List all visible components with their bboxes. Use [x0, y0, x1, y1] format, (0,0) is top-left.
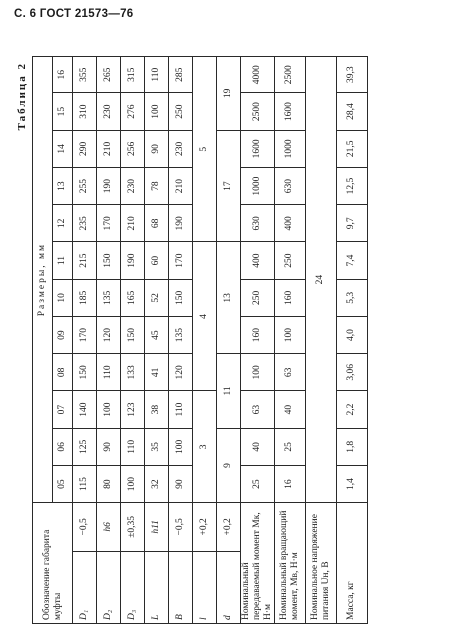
size-label: 12 — [53, 205, 73, 242]
cell: 40 — [241, 428, 275, 465]
size-label: 15 — [53, 93, 73, 130]
param-label: d — [217, 551, 241, 623]
cell: 120 — [97, 316, 121, 353]
cell: 265 — [97, 57, 121, 93]
cell: 255 — [73, 167, 97, 204]
group-cell: 13 — [217, 242, 241, 354]
table-row-b — [169, 57, 193, 624]
cell: 25 — [241, 465, 275, 502]
cell: 39,3 — [336, 57, 367, 93]
group-cell: 9 — [217, 428, 241, 503]
cell: 78 — [145, 167, 169, 204]
cell: 355 — [73, 57, 97, 93]
cell: 63 — [274, 354, 305, 391]
group-cell: 11 — [217, 354, 241, 429]
cell: 123 — [121, 391, 145, 428]
cell: 276 — [121, 93, 145, 130]
param-label: D₁ — [73, 551, 97, 623]
cell: 230 — [121, 167, 145, 204]
cell: 80 — [97, 465, 121, 502]
cell: 630 — [241, 205, 275, 242]
group-cell: 4 — [193, 242, 217, 391]
cell: 230 — [97, 93, 121, 130]
param-label: L — [145, 551, 169, 623]
size-label: 07 — [53, 391, 73, 428]
cell: 35 — [145, 428, 169, 465]
cell: 150 — [73, 354, 97, 391]
table-caption: Таблица 2 — [16, 62, 28, 131]
tolerance-label: h6 — [97, 503, 121, 551]
cell: 310 — [73, 93, 97, 130]
table-row-voltage — [305, 57, 336, 624]
cell: 150 — [97, 242, 121, 279]
cell: 90 — [145, 130, 169, 167]
group-cell: 5 — [193, 57, 217, 242]
cell: 190 — [169, 205, 193, 242]
cell: 38 — [145, 391, 169, 428]
size-label: 14 — [53, 130, 73, 167]
table-row-d3 — [121, 57, 145, 624]
table-row-l-lower — [193, 57, 217, 624]
cell: 230 — [169, 130, 193, 167]
cell: 63 — [241, 391, 275, 428]
cell: 60 — [145, 242, 169, 279]
cell: 110 — [97, 354, 121, 391]
cell: 110 — [145, 57, 169, 93]
cell: 100 — [97, 391, 121, 428]
cell: 110 — [121, 428, 145, 465]
cell: 7,4 — [336, 242, 367, 279]
cell: 1,4 — [336, 465, 367, 502]
size-label: 16 — [53, 57, 73, 93]
cell: 250 — [169, 93, 193, 130]
cell: 250 — [241, 279, 275, 316]
voltage-cell: 24 — [305, 57, 336, 503]
table-row-mk — [241, 57, 275, 624]
size-label: 05 — [53, 465, 73, 502]
param-label: B — [169, 551, 193, 623]
cell: 90 — [169, 465, 193, 502]
tolerance-label: +0,2 — [193, 503, 217, 551]
cell: 16 — [274, 465, 305, 502]
cell: 100 — [121, 465, 145, 502]
row-label: Номинальное напряжение питания Uн, В — [305, 503, 336, 624]
cell: 100 — [241, 354, 275, 391]
cell: 1600 — [274, 93, 305, 130]
cell: 140 — [73, 391, 97, 428]
param-label: D₂ — [97, 551, 121, 623]
size-label: 08 — [53, 354, 73, 391]
cell: 315 — [121, 57, 145, 93]
tolerance-label: −0,5 — [73, 503, 97, 551]
table-row-l-upper — [145, 57, 169, 624]
cell: 150 — [121, 316, 145, 353]
table-row-d2 — [97, 57, 121, 624]
cell: 52 — [145, 279, 169, 316]
page-header: С. 6 ГОСТ 21573—76 — [14, 8, 134, 20]
cell: 190 — [121, 242, 145, 279]
cell: 170 — [97, 205, 121, 242]
cell: 185 — [73, 279, 97, 316]
cell: 1,8 — [336, 428, 367, 465]
cell: 100 — [274, 316, 305, 353]
cell: 68 — [145, 205, 169, 242]
param-label: D₃ — [121, 551, 145, 623]
sizes-header: Размеры, мм — [33, 57, 53, 503]
cell: 1000 — [274, 130, 305, 167]
size-label: 09 — [53, 316, 73, 353]
cell: 2,2 — [336, 391, 367, 428]
tolerance-label: ±0,35 — [121, 503, 145, 551]
size-label: 10 — [53, 279, 73, 316]
dimensions-table — [32, 56, 368, 624]
cell: 160 — [241, 316, 275, 353]
cell: 45 — [145, 316, 169, 353]
table-row-d — [217, 57, 241, 624]
cell: 40 — [274, 391, 305, 428]
cell: 12,5 — [336, 167, 367, 204]
group-cell: 19 — [217, 57, 241, 131]
cell: 215 — [73, 242, 97, 279]
cell: 285 — [169, 57, 193, 93]
group-cell: 3 — [193, 391, 217, 503]
cell: 170 — [169, 242, 193, 279]
cell: 133 — [121, 354, 145, 391]
row-label: Номинальный вращающий момент, Mв, Н·м — [274, 503, 305, 624]
cell: 170 — [73, 316, 97, 353]
cell: 400 — [241, 242, 275, 279]
rotated-table-block — [14, 56, 434, 624]
cell: 4,0 — [336, 316, 367, 353]
cell: 250 — [274, 242, 305, 279]
row-label: Номинальный передаваемый момент Mк, Н·м — [241, 503, 275, 624]
cell: 150 — [169, 279, 193, 316]
cell: 235 — [73, 205, 97, 242]
tolerance-label: +0,2 — [217, 503, 241, 551]
cell: 115 — [73, 465, 97, 502]
size-label: 06 — [53, 428, 73, 465]
cell: 1600 — [241, 130, 275, 167]
table-row-d1 — [73, 57, 97, 624]
cell: 41 — [145, 354, 169, 391]
cell: 21,5 — [336, 130, 367, 167]
cell: 210 — [121, 205, 145, 242]
cell: 210 — [97, 130, 121, 167]
tolerance-label: −0,5 — [169, 503, 193, 551]
param-label: l — [193, 551, 217, 623]
cell: 630 — [274, 167, 305, 204]
cell: 135 — [169, 316, 193, 353]
cell: 135 — [97, 279, 121, 316]
cell: 28,4 — [336, 93, 367, 130]
cell: 210 — [169, 167, 193, 204]
cell: 100 — [169, 428, 193, 465]
cell: 25 — [274, 428, 305, 465]
size-label: 13 — [53, 167, 73, 204]
cell: 5,3 — [336, 279, 367, 316]
tolerance-label: h11 — [145, 503, 169, 551]
cell: 125 — [73, 428, 97, 465]
corner-header: Обозначение габарита муфты — [33, 503, 73, 624]
cell: 4000 — [241, 57, 275, 93]
cell: 1000 — [241, 167, 275, 204]
cell: 90 — [97, 428, 121, 465]
cell: 3,06 — [336, 354, 367, 391]
cell: 32 — [145, 465, 169, 502]
size-label: 11 — [53, 242, 73, 279]
cell: 2500 — [274, 57, 305, 93]
cell: 290 — [73, 130, 97, 167]
cell: 100 — [145, 93, 169, 130]
group-cell: 17 — [217, 130, 241, 242]
row-label: Масса, кг — [336, 503, 367, 624]
cell: 120 — [169, 354, 193, 391]
cell: 190 — [97, 167, 121, 204]
cell: 256 — [121, 130, 145, 167]
cell: 2500 — [241, 93, 275, 130]
table-row-mv — [274, 57, 305, 624]
table-row-mass — [336, 57, 367, 624]
cell: 110 — [169, 391, 193, 428]
cell: 9,7 — [336, 205, 367, 242]
cell: 160 — [274, 279, 305, 316]
cell: 400 — [274, 205, 305, 242]
cell: 165 — [121, 279, 145, 316]
